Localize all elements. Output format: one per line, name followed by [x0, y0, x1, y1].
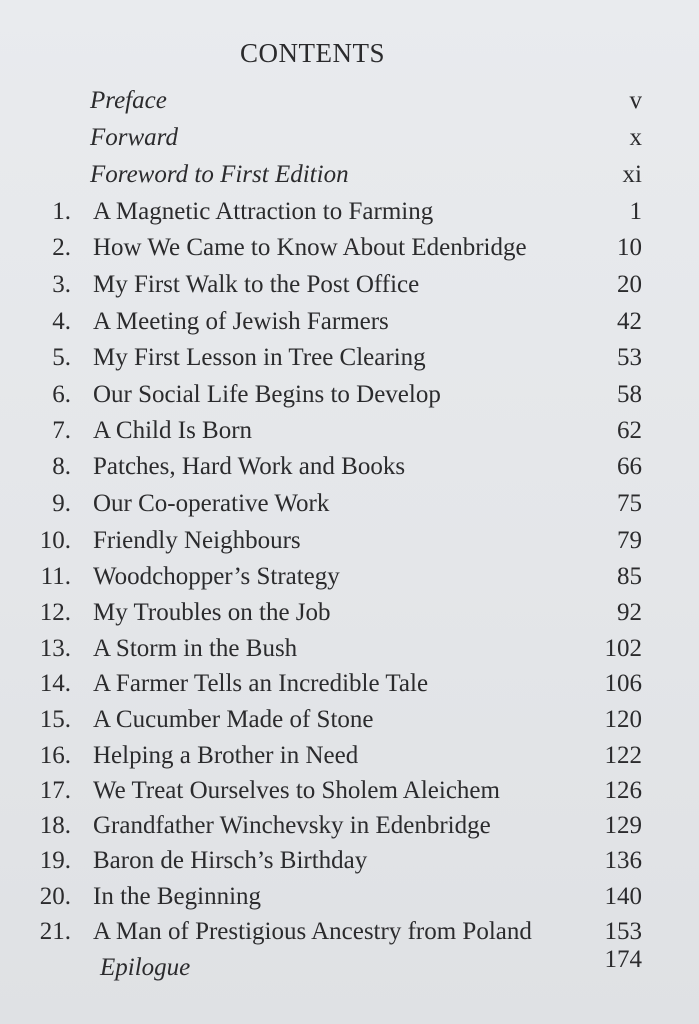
chapter-page: 85	[617, 563, 642, 590]
toc-entry-forward[interactable]	[0, 120, 699, 156]
chapter-page: 66	[617, 453, 642, 480]
toc-chapter-row[interactable]	[0, 449, 699, 485]
chapter-page: 126	[604, 777, 642, 804]
chapter-title: A Child Is Born	[93, 417, 253, 444]
chapter-number: 9.	[52, 490, 71, 517]
chapter-number: 14.	[39, 670, 71, 697]
chapter-title: My First Lesson in Tree Clearing	[93, 344, 426, 371]
chapter-title: Friendly Neighbours	[93, 527, 301, 554]
chapter-page: 1	[629, 198, 642, 225]
toc-chapter-row[interactable]	[0, 808, 699, 844]
chapter-title: In the Beginning	[93, 883, 262, 910]
toc-chapter-row[interactable]	[0, 267, 699, 303]
chapter-title: A Storm in the Bush	[93, 635, 298, 662]
chapter-number: 15.	[39, 706, 71, 733]
toc-entry-title: Forward	[90, 124, 178, 151]
chapter-title: A Meeting of Jewish Farmers	[93, 308, 389, 335]
toc-chapter-row[interactable]	[0, 377, 699, 413]
chapter-number: 6.	[52, 381, 71, 408]
toc-chapter-row[interactable]	[0, 194, 699, 230]
chapter-page: 10	[617, 234, 642, 261]
toc-entry-title: Epilogue	[100, 954, 191, 981]
toc-entry-title: Preface	[90, 87, 167, 114]
chapter-page: 53	[617, 344, 642, 371]
chapter-page: 58	[617, 381, 642, 408]
chapter-number: 17.	[39, 777, 71, 804]
page-title: CONTENTS	[240, 38, 385, 68]
toc-chapter-row[interactable]	[0, 914, 699, 950]
toc-entry-epilogue[interactable]	[0, 946, 699, 986]
chapter-title: We Treat Ourselves to Sholem Aleichem	[93, 777, 500, 804]
chapter-title: A Man of Prestigious Ancestry from Poland	[93, 918, 532, 945]
toc-chapter-row[interactable]	[0, 559, 699, 595]
toc-entry-foreword-first-edition[interactable]	[0, 157, 699, 193]
toc-chapter-row[interactable]	[0, 523, 699, 559]
chapter-title: Grandfather Winchevsky in Edenbridge	[93, 812, 491, 839]
toc-chapter-row[interactable]	[0, 773, 699, 809]
chapter-number: 2.	[52, 234, 71, 261]
toc-entry-page: x	[629, 124, 642, 151]
chapter-number: 20.	[39, 883, 71, 910]
toc-chapter-row[interactable]	[0, 486, 699, 522]
chapter-number: 12.	[39, 599, 71, 626]
toc-chapter-row[interactable]	[0, 702, 699, 738]
toc-chapter-row[interactable]	[0, 595, 699, 631]
toc-entry-preface[interactable]	[0, 83, 699, 119]
chapter-page: 129	[604, 812, 642, 839]
chapter-page: 106	[604, 670, 642, 697]
chapter-number: 4.	[52, 308, 71, 335]
chapter-title: Our Social Life Begins to Develop	[93, 381, 441, 408]
chapter-number: 18.	[39, 812, 71, 839]
toc-chapter-row[interactable]	[0, 738, 699, 774]
chapter-title: My First Walk to the Post Office	[93, 271, 420, 298]
chapter-title: Our Co-operative Work	[93, 490, 330, 517]
chapter-number: 16.	[39, 742, 71, 769]
chapter-title: A Magnetic Attraction to Farming	[93, 198, 434, 225]
chapter-page: 153	[604, 918, 642, 945]
chapter-title: How We Came to Know About Edenbridge	[93, 234, 527, 261]
toc-entry-page: xi	[622, 161, 642, 188]
toc-chapter-row[interactable]	[0, 631, 699, 667]
chapter-page: 136	[604, 847, 642, 874]
chapter-page: 102	[604, 635, 642, 662]
chapter-number: 13.	[39, 635, 71, 662]
chapter-number: 11.	[40, 563, 71, 590]
toc-entry-title: Foreword to First Edition	[90, 161, 349, 188]
chapter-title: My Troubles on the Job	[93, 599, 331, 626]
chapter-page: 75	[617, 490, 642, 517]
chapter-number: 10.	[39, 527, 71, 554]
toc-chapter-row[interactable]	[0, 304, 699, 340]
chapter-number: 21.	[39, 918, 71, 945]
toc-chapter-row[interactable]	[0, 413, 699, 449]
chapter-title: Helping a Brother in Need	[93, 742, 359, 769]
chapter-number: 1.	[52, 198, 71, 225]
chapter-number: 8.	[52, 453, 71, 480]
toc-chapter-row[interactable]	[0, 666, 699, 702]
chapter-page: 20	[617, 271, 642, 298]
chapter-page: 140	[604, 883, 642, 910]
chapter-title: Woodchopper’s Strategy	[93, 563, 340, 590]
toc-chapter-row[interactable]	[0, 230, 699, 266]
chapter-page: 62	[617, 417, 642, 444]
chapter-page: 42	[617, 308, 642, 335]
chapter-page: 122	[604, 742, 642, 769]
chapter-number: 7.	[52, 417, 71, 444]
toc-chapter-row[interactable]	[0, 879, 699, 915]
toc-chapter-row[interactable]	[0, 340, 699, 376]
chapter-number: 19.	[39, 847, 71, 874]
chapter-number: 5.	[52, 344, 71, 371]
chapter-title: A Cucumber Made of Stone	[93, 706, 374, 733]
chapter-title: Baron de Hirsch’s Birthday	[93, 847, 368, 874]
toc-entry-page: 174	[604, 946, 642, 973]
chapter-number: 3.	[52, 271, 71, 298]
chapter-title: A Farmer Tells an Incredible Tale	[93, 670, 429, 697]
toc-chapter-row[interactable]	[0, 843, 699, 879]
chapter-title: Patches, Hard Work and Books	[93, 453, 406, 480]
chapter-page: 92	[617, 599, 642, 626]
toc-entry-page: v	[629, 87, 642, 114]
chapter-page: 120	[604, 706, 642, 733]
chapter-page: 79	[617, 527, 642, 554]
